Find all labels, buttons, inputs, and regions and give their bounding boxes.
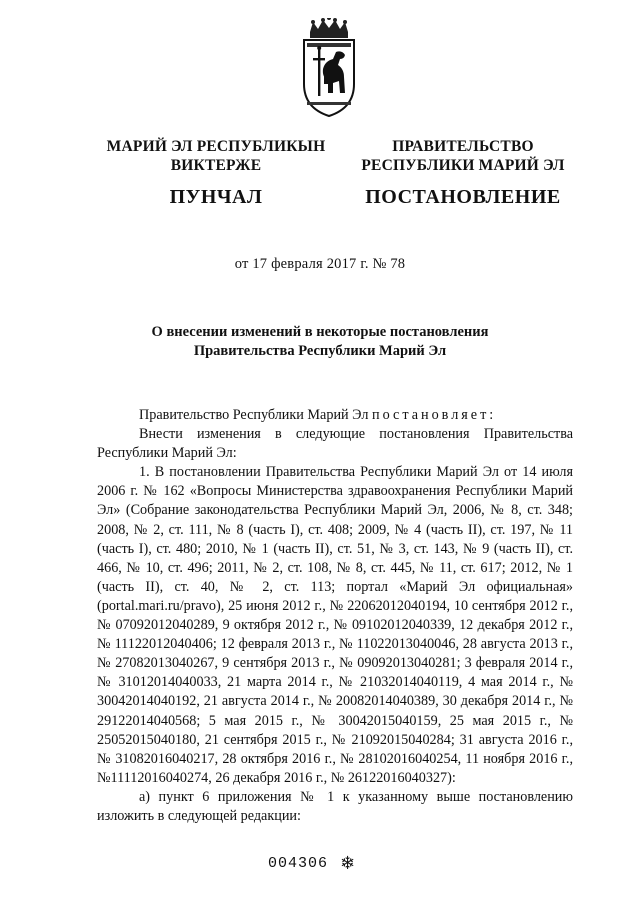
preamble-end: :: [489, 407, 494, 423]
header-left-line1: МАРИЙ ЭЛ РЕСПУБЛИКЫН: [106, 138, 326, 155]
preamble-spaced-word: постановляет: [371, 407, 490, 423]
paragraph-intro: Внести изменения в следующие постановления Правительства Республики Марий Эл:: [97, 426, 573, 462]
header-right-line2: РЕСПУБЛИКИ МАРИЙ ЭЛ: [361, 157, 565, 174]
header-right-doctype: ПОСТАНОВЛЕНИЕ: [365, 186, 561, 208]
paragraph-item-1: 1. В постановлении Правительства Республики Марий Эл от 14 июля 2006 г. № 162 «Вопросы Министерства здравоохранения Республики Марий Эл» (Собрание законодательства Республики Марий Эл, 2006, № 8, ст. 348; 2008, № 2, ст. 111, № 8 (часть I), ст. 408; 2009, № 4 (часть II), ст. 197, № 11 (часть I), ст. 480; 2010, № 1 (часть II), ст. 51, № 3, ст. 143, № 9 (часть II), ст. 466, № 10, ст. 496; 2011, № 2, ст. 108, № 8, ст. 445, № 11, ст. 617; 2012, № 1 (часть II), ст. 40, № 2, ст. 113; портал «Марий Эл официальная» (portal.mari.ru/pravo), 25 июня 2012 г., № 22062012040194, 10 сентября 2012 г., № 07092012040289, 9 октября 2012 г., № 09102012040339, 12 декабря 2012 г., № 11122012040406; 12 февраля 2013 г., № 11022013040046, 28 августа 2013 г., № 27082013040267, 9 сентября 2013 г., № 09092013040281; 3 февраля 2014 г., № 31012014040033, 21 марта 2014 г., № 21032014040119, 4 мая 2014 г., № 30042014040192, 21 августа 2014 г., № 20082014040389, 30 декабря 2014 г., № 29122014040568; 5 мая 2015 г., № 30042015040159, 25 мая 2015 г., № 25052015040180, 21 сентября 2015 г., № 21092015040284; 31 августа 2016 г., № 31082016040217, 28 октября 2016 г., № 28102016040254, 11 ноября 2016 г., №11112016040274, 26 декабря 2016 г., № 26122016040327):: [97, 464, 573, 786]
preamble-start: Правительство Республики Марий Эл: [139, 407, 372, 423]
snowflake-icon: ❄: [340, 853, 356, 874]
document-title-line1: О внесении изменений в некоторые постановления: [151, 324, 489, 340]
header-left-line2: ВИКТЕРЖЕ: [170, 157, 262, 174]
document-title-line2: Правительства Республики Марий Эл: [193, 343, 447, 359]
header-right-line1: ПРАВИТЕЛЬСТВО: [392, 138, 534, 155]
document-date-number: от 17 февраля 2017 г. № 78: [234, 256, 406, 272]
coat-of-arms-emblem: [296, 18, 362, 118]
document-body: [97, 406, 573, 826]
header-russian-language: [350, 137, 576, 210]
document-title: [100, 323, 540, 361]
header-mari-language: [96, 137, 336, 210]
paragraph-preamble: [97, 406, 573, 425]
form-serial-number: 004306: [268, 855, 329, 872]
paragraph-item-1a: а) пункт 6 приложения № 1 к указанному выше постановлению изложить в следующей редакции:: [97, 788, 573, 824]
header-left-doctype: ПУНЧАЛ: [169, 186, 263, 208]
